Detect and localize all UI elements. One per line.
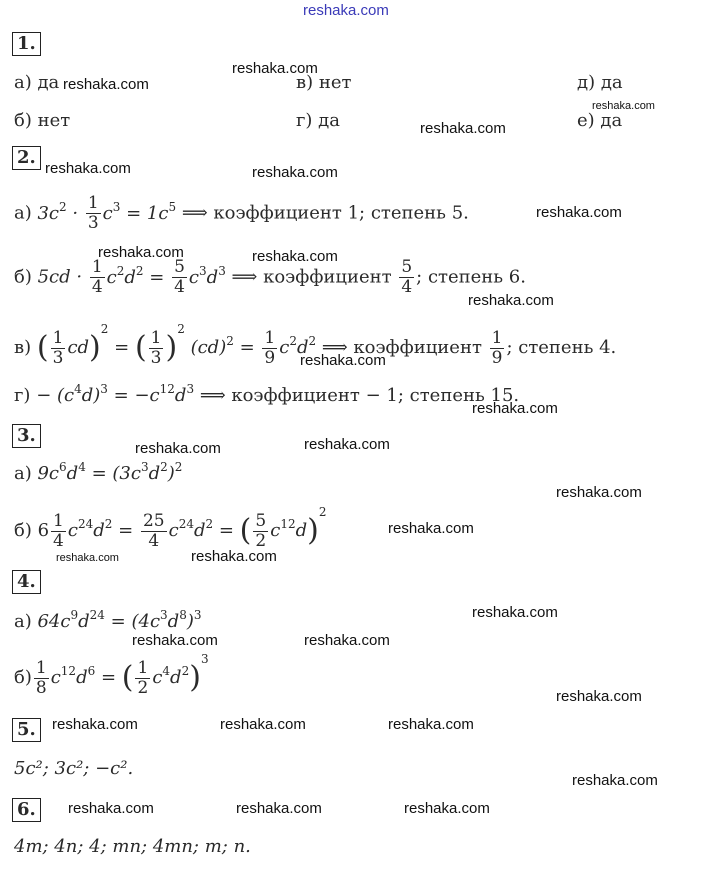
answer-1e: е) да	[577, 110, 623, 131]
task-number-4: 4.	[12, 570, 41, 594]
task-number-2: 2.	[12, 146, 41, 170]
watermark: reshaka.com	[191, 548, 277, 565]
watermark: reshaka.com	[536, 204, 622, 221]
equation-2v: в) ( $\frac{1}{3}$ cd)$^2$ = ( $\frac{1}{3}$ )$^2$ (cd)$^2$ = $\frac{1}{9}$ $c^2d^2$ ⟹ коэффициент $\frac{1}{9}$ ; степень 4.	[14, 322, 617, 368]
watermark: reshaka.com	[98, 244, 184, 261]
watermark: reshaka.com	[472, 604, 558, 621]
task-number-5: 5.	[12, 718, 41, 742]
watermark: reshaka.com	[592, 100, 655, 112]
watermark: reshaka.com	[300, 352, 386, 369]
answer-1g: г) да	[296, 110, 340, 131]
equation-2g: $г) - (c^4d)^3 = -c^{12}d^3$ ⟹ коэффициент − 1; степень 15.	[14, 382, 520, 406]
watermark: reshaka.com	[468, 292, 554, 309]
equation-4a: а) $64c^9d^{24} = (4c^3d^8)^3$	[14, 608, 202, 632]
watermark: reshaka.com	[388, 520, 474, 537]
task-number-1: 1.	[12, 32, 41, 56]
watermark: reshaka.com	[404, 800, 490, 817]
watermark: reshaka.com	[68, 800, 154, 817]
answer-5: 5c²; 3c²; −c².	[14, 758, 134, 779]
answer-1v: в) нет	[296, 72, 352, 93]
watermark: reshaka.com	[388, 716, 474, 733]
equation-4b: б) $\frac{1}{8}$ $c^{12}d^6$ = ( $\frac{1}{2}$ $c^4d^2)^3$	[14, 652, 209, 698]
task-number-6: 6.	[12, 798, 41, 822]
watermark-top: reshaka.com	[303, 2, 389, 19]
watermark: reshaka.com	[420, 120, 506, 137]
watermark: reshaka.com	[132, 632, 218, 649]
watermark: reshaka.com	[572, 772, 658, 789]
watermark: reshaka.com	[63, 76, 149, 93]
equation-2b: б) 5cd · $\frac{1}{4}$ $c^2d^2$ = $\frac{5}{4}$ $c^3d^3$ ⟹ коэффициент $\frac{5}{4}$ ; степень 6.	[14, 257, 526, 297]
watermark: reshaka.com	[52, 716, 138, 733]
watermark: reshaka.com	[304, 632, 390, 649]
equation-2a: а) $3c^2$ · $\frac{1}{3}$ $c^3 = 1c^5$ ⟹ коэффициент 1; степень 5.	[14, 193, 469, 233]
watermark: reshaka.com	[556, 484, 642, 501]
watermark: reshaka.com	[252, 248, 338, 265]
equation-3a: а) $9c^6d^4 = (3c^3d^2)^2$	[14, 460, 183, 484]
watermark: reshaka.com	[252, 164, 338, 181]
watermark: reshaka.com	[220, 716, 306, 733]
answer-1a: а) да	[14, 72, 60, 93]
watermark: reshaka.com	[472, 400, 558, 417]
answer-6: 4m; 4n; 4; mn; 4mn; m; n.	[14, 836, 251, 857]
answer-1d: д) да	[577, 72, 623, 93]
watermark: reshaka.com	[45, 160, 131, 177]
watermark: reshaka.com	[232, 60, 318, 77]
watermark: reshaka.com	[135, 440, 221, 457]
task-number-3: 3.	[12, 424, 41, 448]
watermark: reshaka.com	[556, 688, 642, 705]
watermark: reshaka.com	[304, 436, 390, 453]
answer-1b: б) нет	[14, 110, 71, 131]
watermark: reshaka.com	[56, 552, 119, 564]
equation-3b: б) 6 $\frac{1}{4}$ $c^{24}d^2$ = $\frac{25}{4}$ $c^{24}d^2$ = ( $\frac{5}{2}$ $c^{12}d)^2$	[14, 505, 327, 551]
watermark: reshaka.com	[236, 800, 322, 817]
